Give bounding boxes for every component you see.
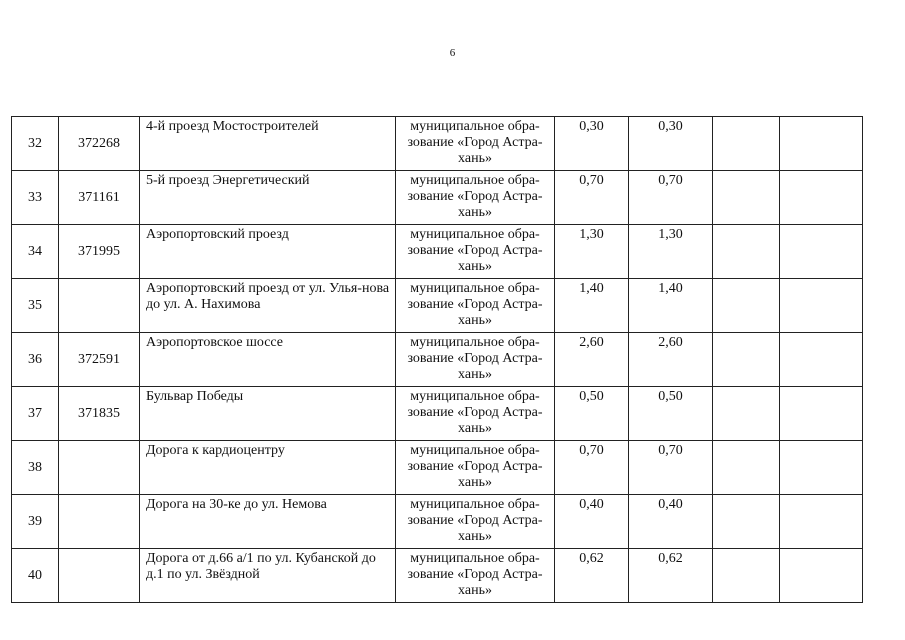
length-total-cell: 0,30 <box>555 117 629 171</box>
empty-cell <box>780 495 863 549</box>
road-name-cell: 4-й проезд Мостостроителей <box>140 117 396 171</box>
length-cell: 1,40 <box>629 279 713 333</box>
road-code-cell: 372268 <box>59 117 140 171</box>
length-cell: 0,62 <box>629 549 713 603</box>
row-number-cell: 40 <box>12 549 59 603</box>
length-total-cell: 2,60 <box>555 333 629 387</box>
row-number-cell: 36 <box>12 333 59 387</box>
length-total-cell: 0,50 <box>555 387 629 441</box>
empty-cell <box>780 333 863 387</box>
road-name-cell: Аэропортовский проезд от ул. Улья-нова до ул. А. Нахимова <box>140 279 396 333</box>
length-total-cell: 1,30 <box>555 225 629 279</box>
length-cell: 0,70 <box>629 441 713 495</box>
table-row <box>12 333 863 387</box>
table-row <box>12 441 863 495</box>
row-number-cell: 35 <box>12 279 59 333</box>
owner-cell: муниципальное обра-зование «Город Астра-хань» <box>396 117 555 171</box>
length-cell: 1,30 <box>629 225 713 279</box>
table-row <box>12 495 863 549</box>
empty-cell <box>780 171 863 225</box>
road-code-cell <box>59 279 140 333</box>
owner-cell: муниципальное обра-зование «Город Астра-хань» <box>396 549 555 603</box>
road-code-cell <box>59 549 140 603</box>
empty-cell <box>713 495 780 549</box>
empty-cell <box>713 387 780 441</box>
length-cell: 2,60 <box>629 333 713 387</box>
road-name-cell: Аэропортовский проезд <box>140 225 396 279</box>
road-name-cell: 5-й проезд Энергетический <box>140 171 396 225</box>
road-code-cell: 372591 <box>59 333 140 387</box>
table-row <box>12 171 863 225</box>
road-code-cell: 371835 <box>59 387 140 441</box>
row-number-cell: 38 <box>12 441 59 495</box>
road-name-cell: Дорога к кардиоцентру <box>140 441 396 495</box>
table-row <box>12 549 863 603</box>
owner-cell: муниципальное обра-зование «Город Астра-хань» <box>396 387 555 441</box>
table-row <box>12 387 863 441</box>
owner-cell: муниципальное обра-зование «Город Астра-хань» <box>396 333 555 387</box>
length-total-cell: 0,70 <box>555 441 629 495</box>
row-number-cell: 34 <box>12 225 59 279</box>
table-row <box>12 225 863 279</box>
length-cell: 0,40 <box>629 495 713 549</box>
empty-cell <box>780 279 863 333</box>
roads-table-body <box>12 117 863 603</box>
owner-cell: муниципальное обра-зование «Город Астра-хань» <box>396 495 555 549</box>
row-number-cell: 37 <box>12 387 59 441</box>
owner-cell: муниципальное обра-зование «Город Астра-хань» <box>396 171 555 225</box>
roads-table <box>11 116 863 603</box>
owner-cell: муниципальное обра-зование «Город Астра-хань» <box>396 441 555 495</box>
road-name-cell: Дорога на 30-ке до ул. Немова <box>140 495 396 549</box>
road-code-cell: 371161 <box>59 171 140 225</box>
empty-cell <box>713 279 780 333</box>
road-name-cell: Аэропортовское шоссе <box>140 333 396 387</box>
empty-cell <box>780 225 863 279</box>
table-row <box>12 279 863 333</box>
empty-cell <box>713 441 780 495</box>
empty-cell <box>713 225 780 279</box>
length-cell: 0,30 <box>629 117 713 171</box>
empty-cell <box>780 387 863 441</box>
empty-cell <box>780 117 863 171</box>
row-number-cell: 32 <box>12 117 59 171</box>
empty-cell <box>780 441 863 495</box>
road-code-cell: 371995 <box>59 225 140 279</box>
road-name-cell: Бульвар Победы <box>140 387 396 441</box>
owner-cell: муниципальное обра-зование «Город Астра-хань» <box>396 225 555 279</box>
length-cell: 0,50 <box>629 387 713 441</box>
road-name-cell: Дорога от д.66 а/1 по ул. Кубанской до д.1 по ул. Звёздной <box>140 549 396 603</box>
empty-cell <box>780 549 863 603</box>
road-code-cell <box>59 495 140 549</box>
empty-cell <box>713 171 780 225</box>
length-total-cell: 1,40 <box>555 279 629 333</box>
table-row <box>12 117 863 171</box>
empty-cell <box>713 117 780 171</box>
length-total-cell: 0,40 <box>555 495 629 549</box>
road-code-cell <box>59 441 140 495</box>
empty-cell <box>713 549 780 603</box>
row-number-cell: 39 <box>12 495 59 549</box>
length-cell: 0,70 <box>629 171 713 225</box>
length-total-cell: 0,70 <box>555 171 629 225</box>
owner-cell: муниципальное обра-зование «Город Астра-хань» <box>396 279 555 333</box>
empty-cell <box>713 333 780 387</box>
length-total-cell: 0,62 <box>555 549 629 603</box>
row-number-cell: 33 <box>12 171 59 225</box>
page-number: 6 <box>449 47 456 59</box>
